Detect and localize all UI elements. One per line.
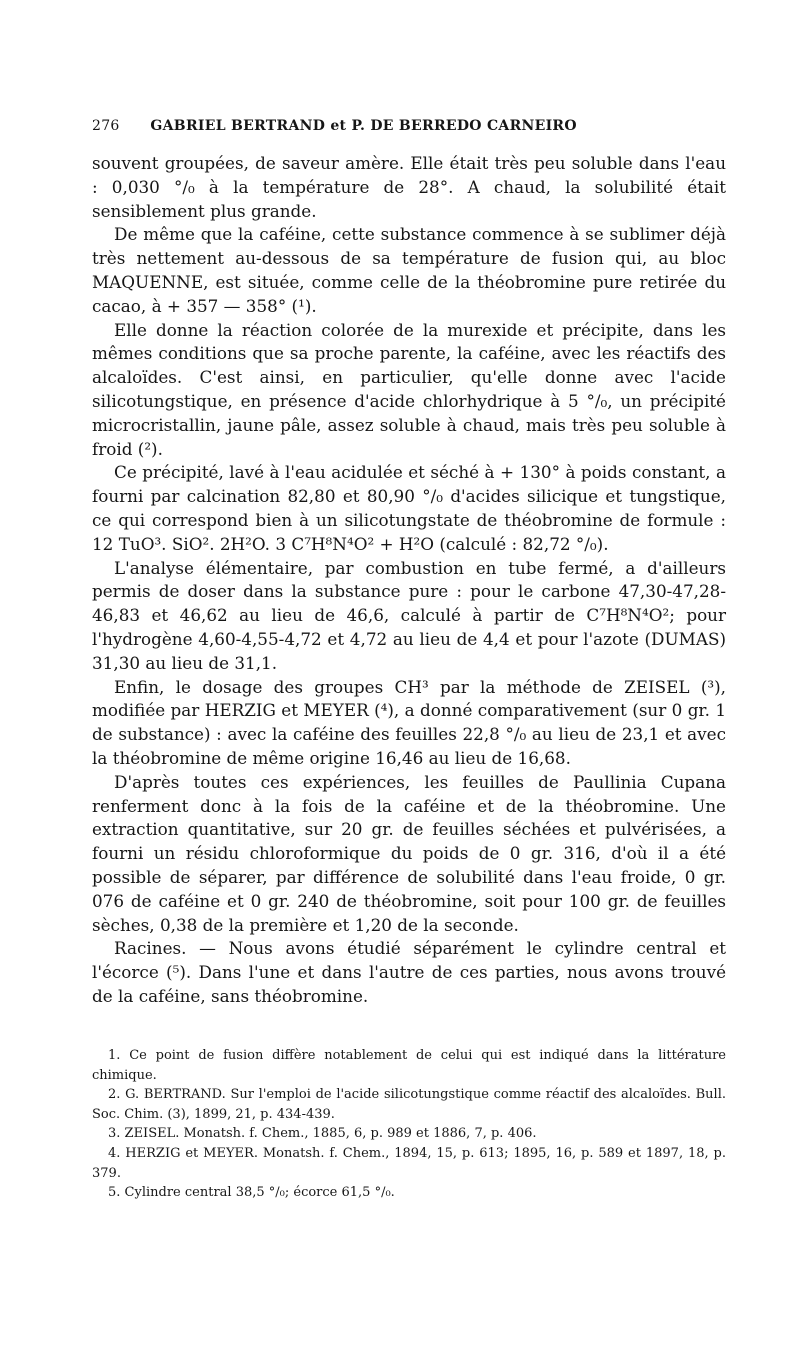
paragraph: Ce précipité, lavé à l'eau acidulée et séché à + 130° à poids constant, a fourni par calcination 82,80 et 80,90 °/₀ d'acides silicique et tungstique, ce qui correspond bien à un silicotungstate de théobromine de formule : 12 TuO³. SiO². 2H²O. 3 C⁷H⁸N⁴O² + H²O (calculé : 82,72 °/₀). xyxy=(92,462,726,554)
footnote: 3. ZEISEL. Monatsh. f. Chem., 1885, 6, p. 989 et 1886, 7, p. 406. xyxy=(108,1126,537,1142)
footnote: 1. Ce point de fusion diffère notablement de celui qui est indiqué dans la littérature chimique. xyxy=(92,1048,726,1083)
page-number: 276 xyxy=(92,118,120,134)
paragraph: L'analyse élémentaire, par combustion en tube fermé, a d'ailleurs permis de doser dans la substance pure : pour le carbone 47,30-47,28-46,83 et 46,62 au lieu de 46,6, calculé à partir de C⁷H⁸N⁴O²; pour l'hydrogène 4,60-4,55-4,72 et 4,72 au lieu de 4,4 et pour l'azote (DUMAS) 31,30 au lieu de 31,1. xyxy=(92,557,726,673)
body-text xyxy=(92,152,726,1009)
paragraph: De même que la caféine, cette substance commence à se sublimer déjà très nettement au-dessous de sa température de fusion qui, au bloc MAQUENNE, est située, comme celle de la théobromine pure retirée du cacao, à + 357 — 358° (¹). xyxy=(92,224,726,316)
paragraph: Enfin, le dosage des groupes CH³ par la méthode de ZEISEL (³), modifiée par HERZIG et MEYER (⁴), a donné comparativement (sur 0 gr. 1 de substance) : avec la caféine des feuilles 22,8 °/₀ au lieu de 23,1 et avec la théobromine de même origine 16,46 au lieu de 16,68. xyxy=(92,676,726,768)
paragraph: Racines. — Nous avons étudié séparément le cylindre central et l'écorce (⁵). Dans l'une et dans l'autre de ces parties, nous avons trouvé de la caféine, sans théobromine. xyxy=(92,938,726,1006)
paragraph: souvent groupées, de saveur amère. Elle était très peu soluble dans l'eau : 0,030 °/₀ à la température de 28°. A chaud, la solubilité était sensiblement plus grande. xyxy=(92,153,726,221)
footnote: 5. Cylindre central 38,5 °/₀; écorce 61,5 °/₀. xyxy=(108,1185,395,1201)
footnotes xyxy=(92,1046,726,1203)
running-title: GABRIEL BERTRAND et P. DE BERREDO CARNEIRO xyxy=(150,118,577,134)
paragraph: D'après toutes ces expériences, les feuilles de Paullinia Cupana renferment donc à la fois de la caféine et de la théobromine. Une extraction quantitative, sur 20 gr. de feuilles séchées et pulvérisées, a fourni un résidu chloroformique du poids de 0 gr. 316, d'où il a été possible de séparer, par différence de solubilité dans l'eau froide, 0 gr. 076 de caféine et 0 gr. 240 de théobromine, soit pour 100 gr. de feuilles sèches, 0,38 de la première et 1,20 de la seconde. xyxy=(92,771,726,935)
running-header xyxy=(92,118,732,134)
footnote: 2. G. BERTRAND. Sur l'emploi de l'acide silicotungstique comme réactif des alcaloïdes. Bull. Soc. Chim. (3), 1899, 21, p. 434-439. xyxy=(92,1087,726,1122)
footnote: 4. HERZIG et MEYER. Monatsh. f. Chem., 1894, 15, p. 613; 1895, 16, p. 589 et 1897, 18, p. 379. xyxy=(92,1145,726,1181)
paragraph: Elle donne la réaction colorée de la murexide et précipite, dans les mêmes conditions que sa proche parente, la caféine, avec les réactifs des alcaloïdes. C'est ainsi, en particulier, qu'elle donne avec l'acide silicotungstique, en présence d'acide chlorhydrique à 5 °/₀, un précipité microcristallin, jaune pâle, assez soluble à chaud, mais très peu soluble à froid (²). xyxy=(92,319,726,459)
